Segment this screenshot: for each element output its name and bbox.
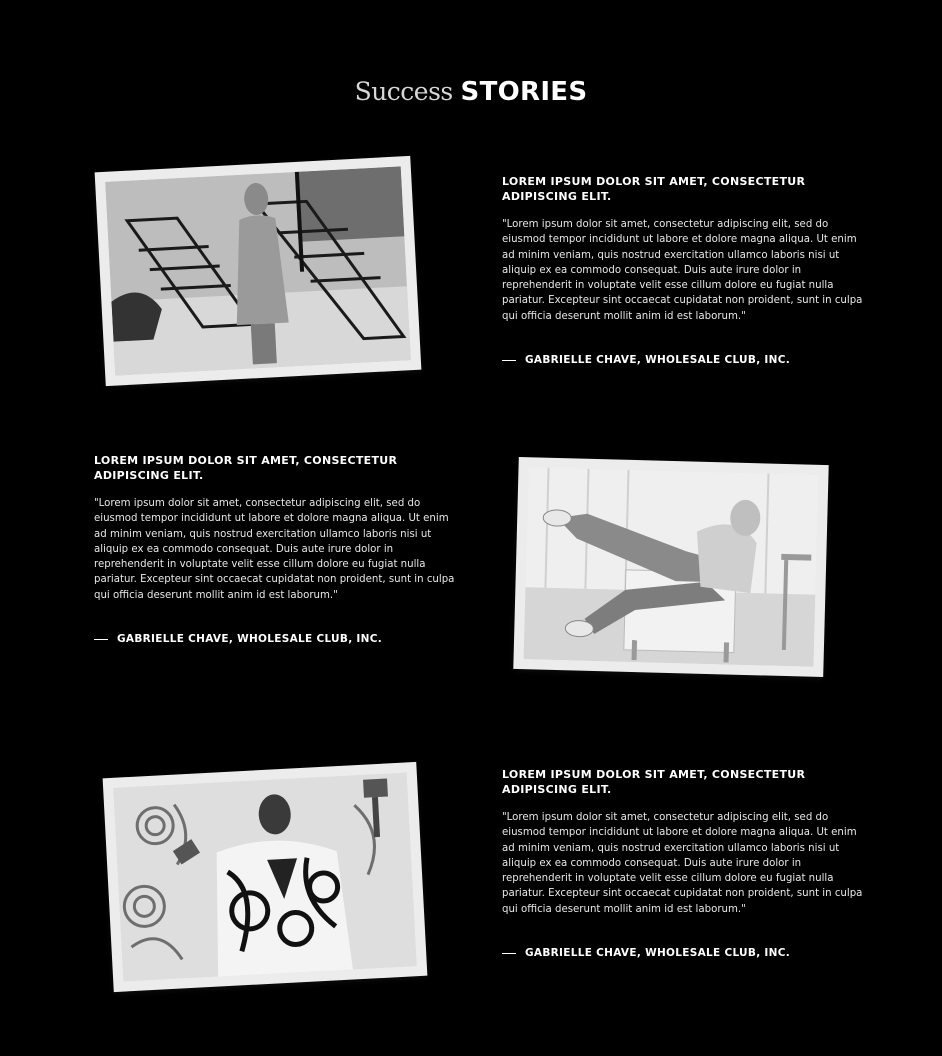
- author-dash: [502, 953, 516, 954]
- page-title-bold: STORIES: [460, 76, 588, 107]
- author-name: GABRIELLE CHAVE, WHOLESALE CLUB, INC.: [117, 633, 383, 646]
- story-3: [502, 767, 864, 959]
- story-quote: "Lorem ipsum dolor sit amet, consectetur adipiscing elit, sed do eiusmod tempor incididunt ut labore et dolore magna aliqua. Ut enim ad minim veniam, quis nostrud exercitation ullamco laboris nisi ut aliquip ex ea commodo consequat. Duis aute irure dolor in reprehenderit in voluptate velit esse cillum dolore eu fugiat nulla pariatur. Excepteur sint occaecat cupidatat non proident, sunt in culpa qui officia deserunt mollit anim id est laborum.": [502, 812, 863, 915]
- story-photo-painter: [103, 762, 428, 992]
- story-quote: "Lorem ipsum dolor sit amet, consectetur adipiscing elit, sed do eiusmod tempor incididunt ut labore et dolore magna aliqua. Ut enim ad minim veniam, quis nostrud exercitation ullamco laboris nisi ut aliquip ex ea commodo consequat. Duis aute irure dolor in reprehenderit in voluptate velit esse cillum dolore eu fugiat nulla pariatur. Excepteur sint occaecat cupidatat non proident, sunt in culpa qui officia deserunt mollit anim id est laborum.": [502, 219, 863, 322]
- story-heading: LOREM IPSUM DOLOR SIT AMET, CONSECTETUR ADIPISCING ELIT.: [502, 175, 806, 203]
- author-name: GABRIELLE CHAVE, WHOLESALE CLUB, INC.: [525, 947, 791, 960]
- author-dash: [94, 639, 108, 640]
- story-author: [94, 633, 456, 645]
- story-2: [94, 453, 456, 645]
- page-title: [0, 71, 942, 112]
- story-quote: "Lorem ipsum dolor sit amet, consectetur adipiscing elit, sed do eiusmod tempor incididunt ut labore et dolore magna aliqua. Ut enim ad minim veniam, quis nostrud exercitation ullamco laboris nisi ut aliquip ex ea commodo consequat. Duis aute irure dolor in reprehenderit in voluptate velit esse cillum dolore eu fugiat nulla pariatur. Excepteur sint occaecat cupidatat non proident, sunt in culpa qui officia deserunt mollit anim id est laborum.": [94, 498, 455, 601]
- story-author: [502, 354, 864, 366]
- story-author: [502, 947, 864, 959]
- author-dash: [502, 360, 516, 361]
- story-photo-poolside: [95, 156, 422, 386]
- page-title-light: Success: [354, 76, 453, 106]
- story-heading: LOREM IPSUM DOLOR SIT AMET, CONSECTETUR ADIPISCING ELIT.: [502, 768, 806, 796]
- story-heading: LOREM IPSUM DOLOR SIT AMET, CONSECTETUR ADIPISCING ELIT.: [94, 454, 398, 482]
- story-1: [502, 174, 864, 366]
- story-photo-armchair: [513, 457, 828, 677]
- author-name: GABRIELLE CHAVE, WHOLESALE CLUB, INC.: [525, 354, 791, 367]
